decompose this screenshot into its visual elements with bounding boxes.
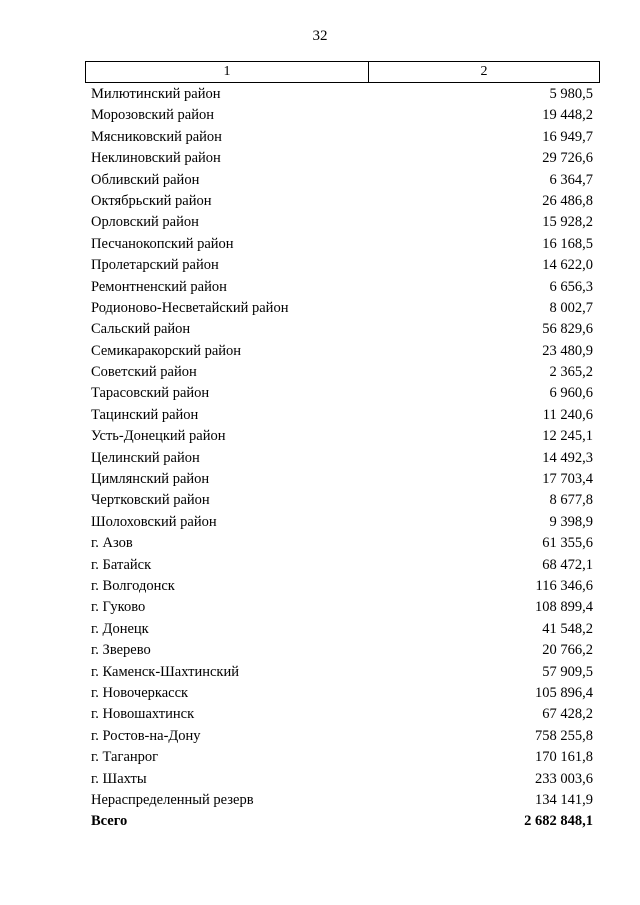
- row-name: Усть-Донецкий район: [91, 428, 226, 445]
- row-value: 9 398,9: [549, 513, 593, 530]
- row-name: Тацинский район: [91, 406, 199, 423]
- table-row: [85, 105, 600, 126]
- table-row: [85, 747, 600, 768]
- row-value: 16 949,7: [542, 128, 593, 145]
- row-name: г. Донецк: [91, 620, 149, 637]
- row-value: 8 002,7: [549, 299, 593, 316]
- row-value: 758 255,8: [535, 727, 593, 744]
- total-label: Всего: [91, 813, 128, 830]
- table-row: [85, 127, 600, 148]
- row-name: Орловский район: [91, 214, 199, 231]
- row-value: 57 909,5: [542, 663, 593, 680]
- table-row: [85, 597, 600, 618]
- row-name: г. Зверево: [91, 642, 151, 659]
- table-row: [85, 319, 600, 340]
- row-name: Нераспределенный резерв: [91, 791, 254, 808]
- row-value: 20 766,2: [542, 642, 593, 659]
- table-row: [85, 726, 600, 747]
- row-name: Тарасовский район: [91, 385, 210, 402]
- table-body: [85, 84, 600, 811]
- row-name: Пролетарский район: [91, 257, 219, 274]
- row-value: 8 677,8: [549, 492, 593, 509]
- table-row: [85, 234, 600, 255]
- row-value: 134 141,9: [535, 791, 593, 808]
- row-value: 5 980,5: [549, 86, 593, 102]
- row-name: Мясниковский район: [91, 128, 222, 145]
- table-row: [85, 191, 600, 212]
- table-row: [85, 255, 600, 276]
- table-row: [85, 170, 600, 191]
- row-name: г. Ростов-на-Дону: [91, 727, 201, 744]
- row-name: г. Гуково: [91, 599, 146, 616]
- row-name: г. Каменск-Шахтинский: [91, 663, 239, 680]
- row-value: 6 656,3: [549, 278, 593, 295]
- row-name: Сальский район: [91, 321, 191, 338]
- table-row: [85, 555, 600, 576]
- row-name: г. Новошахтинск: [91, 706, 195, 723]
- row-value: 41 548,2: [542, 620, 593, 637]
- table-row: [85, 683, 600, 704]
- row-name: Шолоховский район: [91, 513, 217, 530]
- table-row: [85, 619, 600, 640]
- row-value: 12 245,1: [542, 428, 593, 445]
- table-header: [85, 61, 600, 83]
- row-value: 17 703,4: [542, 471, 593, 488]
- table-row: [85, 426, 600, 447]
- table-row: [85, 298, 600, 319]
- table-row: [85, 448, 600, 469]
- row-name: Песчанокопский район: [91, 235, 234, 252]
- row-value: 14 622,0: [542, 257, 593, 274]
- table-row: [85, 512, 600, 533]
- row-name: Цимлянский район: [91, 471, 210, 488]
- table-row: [85, 405, 600, 426]
- row-value: 26 486,8: [542, 192, 593, 209]
- page-number: 32: [312, 28, 328, 44]
- row-name: г. Батайск: [91, 556, 152, 573]
- row-name: г. Волгодонск: [91, 577, 175, 594]
- row-value: 68 472,1: [542, 556, 593, 573]
- row-value: 29 726,6: [542, 150, 593, 167]
- row-value: 6 364,7: [549, 171, 593, 188]
- row-value: 11 240,6: [542, 406, 593, 423]
- table-row: [85, 490, 600, 511]
- row-name: Морозовский район: [91, 107, 215, 124]
- budget-table: [85, 61, 600, 833]
- row-value: 67 428,2: [542, 706, 593, 723]
- row-name: г. Таганрог: [91, 749, 159, 766]
- row-value: 14 492,3: [542, 449, 593, 466]
- row-value: 105 896,4: [535, 684, 593, 701]
- table-row: [85, 341, 600, 362]
- row-value: 15 928,2: [542, 214, 593, 231]
- total-row: [85, 811, 600, 832]
- table-row: [85, 362, 600, 383]
- table-row: [85, 212, 600, 233]
- row-name: г. Азов: [91, 535, 133, 552]
- row-value: 56 829,6: [542, 321, 593, 338]
- row-name: г. Новочеркасск: [91, 684, 189, 701]
- table-row: [85, 576, 600, 597]
- row-name: Чертковский район: [91, 492, 210, 509]
- row-value: 108 899,4: [535, 599, 593, 616]
- row-name: Советский район: [91, 364, 197, 381]
- table-row: [85, 383, 600, 404]
- row-value: 170 161,8: [535, 749, 593, 766]
- row-name: Обливский район: [91, 171, 200, 188]
- table-row: [85, 148, 600, 169]
- row-name: Милютинский район: [91, 86, 221, 102]
- table-row: [85, 277, 600, 298]
- row-name: Неклиновский район: [91, 150, 221, 167]
- table-row: [85, 662, 600, 683]
- table-row: [85, 640, 600, 661]
- table-row: [85, 790, 600, 811]
- row-value: 61 355,6: [542, 535, 593, 552]
- column-header-1: 1: [86, 62, 369, 82]
- table-row: [85, 704, 600, 725]
- row-name: Ремонтненский район: [91, 278, 227, 295]
- row-value: 233 003,6: [535, 770, 593, 787]
- row-name: Родионово-Несветайский район: [91, 299, 289, 316]
- row-name: Октябрьский район: [91, 192, 212, 209]
- row-name: Целинский район: [91, 449, 200, 466]
- row-value: 23 480,9: [542, 342, 593, 359]
- total-value: 2 682 848,1: [524, 813, 593, 830]
- row-value: 19 448,2: [542, 107, 593, 124]
- table-row: [85, 84, 600, 105]
- row-value: 2 365,2: [549, 364, 593, 381]
- table-row: [85, 769, 600, 790]
- table-row: [85, 533, 600, 554]
- row-value: 6 960,6: [549, 385, 593, 402]
- row-name: Семикаракорский район: [91, 342, 242, 359]
- column-header-2: 2: [480, 64, 488, 79]
- row-name: г. Шахты: [91, 770, 147, 787]
- table-row: [85, 469, 600, 490]
- row-value: 16 168,5: [542, 235, 593, 252]
- row-value: 116 346,6: [535, 577, 593, 594]
